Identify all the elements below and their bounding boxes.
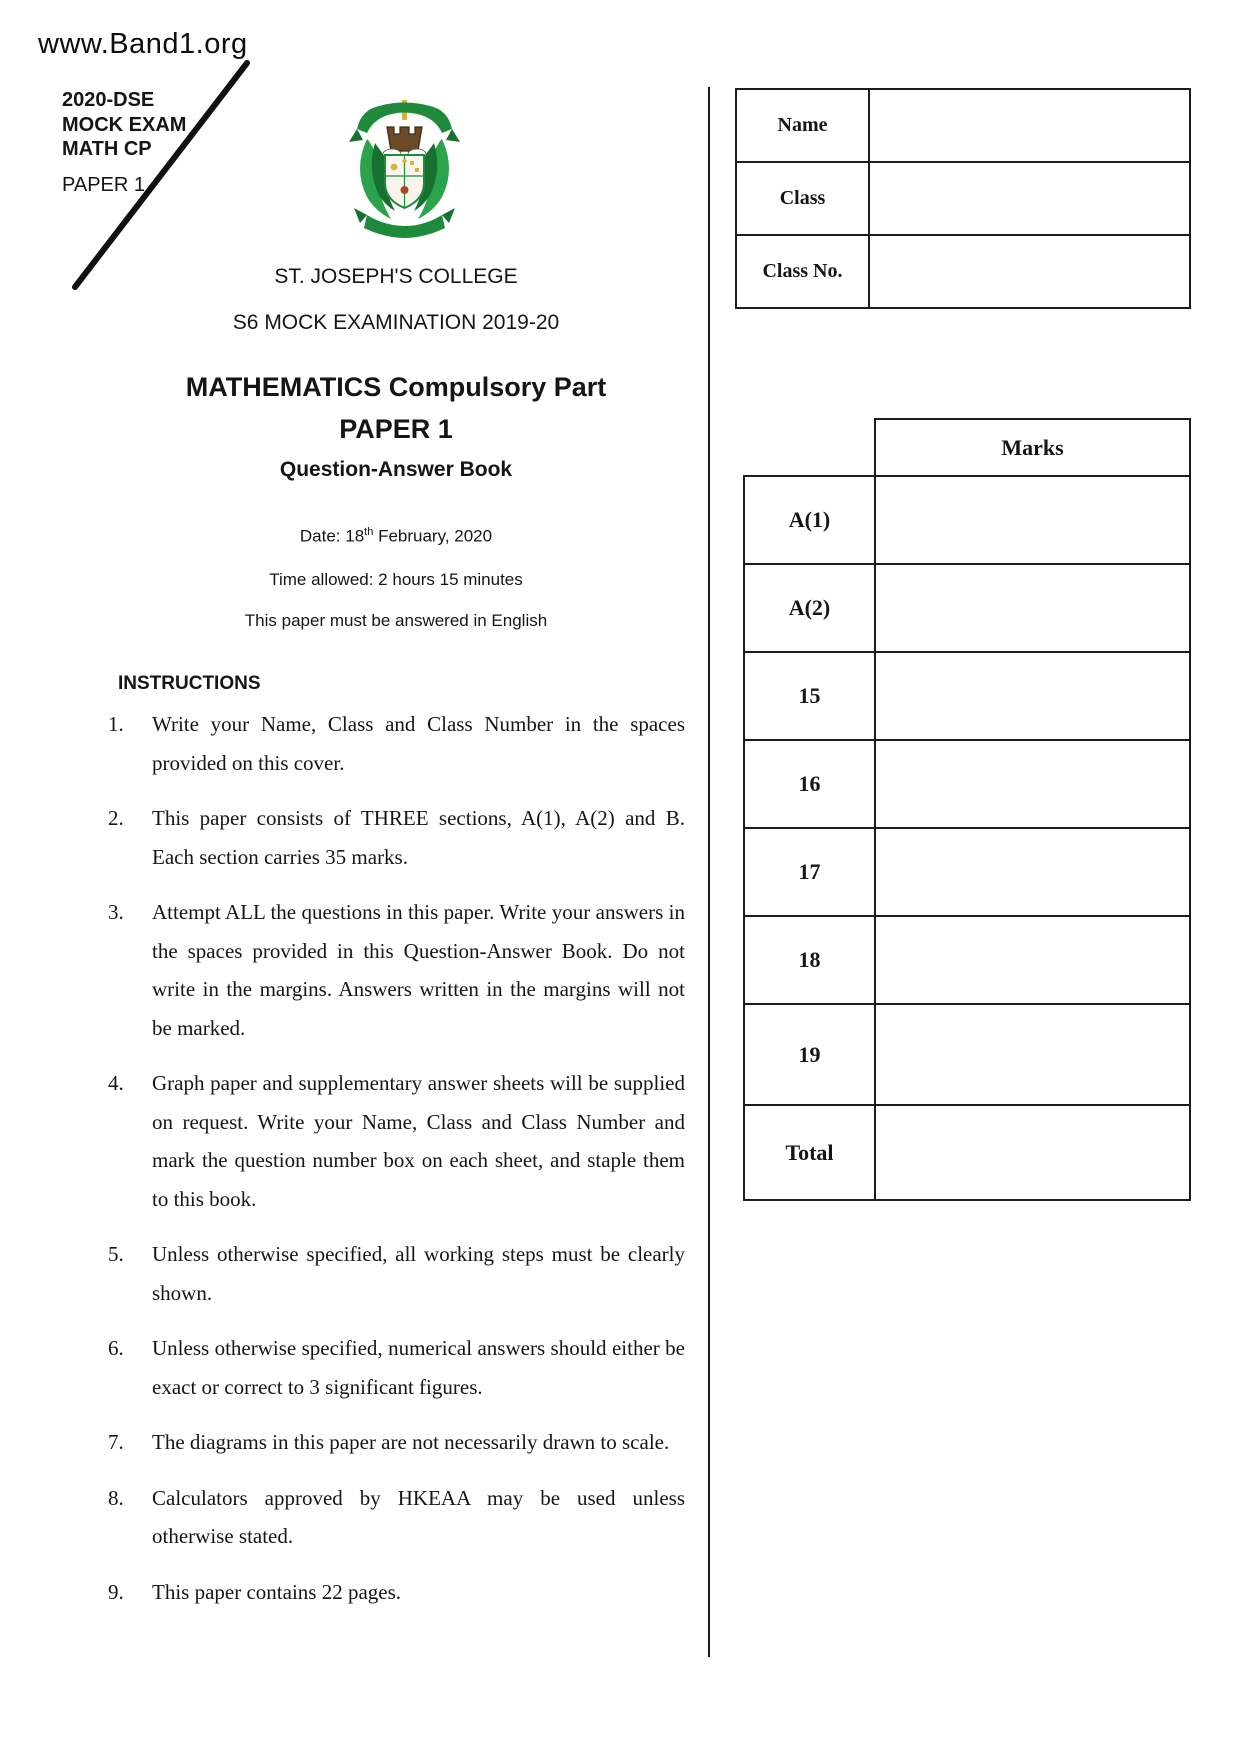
name-label: Name <box>736 89 869 162</box>
instruction-item <box>108 1064 685 1218</box>
class-no-label: Class No. <box>736 235 869 308</box>
exam-session: S6 MOCK EXAMINATION 2019-20 <box>232 311 560 334</box>
table-row <box>744 564 1190 652</box>
date-ordinal-suffix: th <box>364 526 374 538</box>
instruction-number: 7. <box>108 1430 124 1454</box>
instruction-number: 9. <box>108 1579 124 1604</box>
instruction-text: Calculators approved by HKEAA may be used unless otherwise stated. <box>152 1485 685 1548</box>
marks-value-cell <box>875 828 1190 916</box>
marks-table <box>743 418 1191 1201</box>
instruction-number: 5. <box>108 1242 124 1266</box>
marks-value-cell <box>875 1004 1190 1105</box>
instruction-item <box>108 1479 685 1556</box>
instruction-item <box>108 1235 685 1312</box>
table-row <box>744 916 1190 1004</box>
table-row <box>744 828 1190 916</box>
instruction-item <box>108 893 685 1047</box>
name-value-cell <box>869 89 1190 162</box>
marks-row-label-a2: A(2) <box>744 564 875 652</box>
diagonal-strike-line <box>60 55 260 295</box>
marks-spacer-cell <box>744 419 875 476</box>
book-title: Question-Answer Book <box>279 458 513 481</box>
instruction-number: 6. <box>108 1336 124 1360</box>
marks-row-label-total: Total <box>744 1105 875 1200</box>
instructions-title: INSTRUCTIONS <box>118 673 261 694</box>
instruction-text: Write your Name, Class and Class Number in the spaces provided on this cover. <box>152 712 685 775</box>
marks-row-label-16: 16 <box>744 740 875 828</box>
marks-row-label-17: 17 <box>744 828 875 916</box>
school-crest-icon <box>347 97 462 241</box>
marks-row-label-18: 18 <box>744 916 875 1004</box>
exam-code-line-3: MATH CP <box>62 138 152 160</box>
watermark-text: www.Band1.org <box>38 28 248 60</box>
table-row <box>744 1004 1190 1105</box>
marks-row-label-19: 19 <box>744 1004 875 1105</box>
instruction-number: 8. <box>108 1485 124 1510</box>
instruction-item <box>108 799 685 876</box>
instruction-text: Graph paper and supplementary answer sheets will be supplied on request. Write your Name, Class and Class Number and mark the question number box on each sheet, and staple them to this book. <box>152 1071 685 1211</box>
instruction-text: Attempt ALL the questions in this paper. Write your answers in the spaces provided in this Question-Answer Book. Do not write in the margins. Answers written in the margins will not be marked. <box>152 900 685 1040</box>
paper-title: PAPER 1 <box>339 414 453 444</box>
instruction-text: The diagrams in this paper are not necessarily drawn to scale. <box>152 1430 670 1454</box>
instruction-item <box>108 705 685 782</box>
student-info-table <box>735 88 1191 309</box>
exam-date <box>120 526 672 547</box>
marks-value-cell <box>875 916 1190 1004</box>
table-row <box>744 652 1190 740</box>
instruction-item <box>108 1329 685 1406</box>
subject-title: MATHEMATICS Compulsory Part <box>185 372 607 402</box>
language-note: This paper must be answered in English <box>244 611 548 630</box>
table-row <box>736 235 1190 308</box>
instruction-text: This paper consists of THREE sections, A(1), A(2) and B. Each section carries 35 marks. <box>152 806 685 869</box>
marks-value-cell <box>875 564 1190 652</box>
date-prefix: Date: 18 <box>299 526 365 546</box>
instruction-text: This paper contains 22 pages. <box>152 1579 402 1604</box>
time-allowed: Time allowed: 2 hours 15 minutes <box>269 570 523 589</box>
marks-row-label-a1: A(1) <box>744 476 875 564</box>
table-row <box>736 89 1190 162</box>
marks-value-cell <box>875 740 1190 828</box>
table-row <box>744 476 1190 564</box>
school-name: ST. JOSEPH'S COLLEGE <box>274 265 518 288</box>
table-row <box>736 162 1190 235</box>
marks-header: Marks <box>875 419 1190 476</box>
instruction-item <box>108 1573 685 1612</box>
table-row <box>744 1105 1190 1200</box>
table-row <box>744 740 1190 828</box>
instruction-number: 1. <box>108 712 124 736</box>
marks-value-cell <box>875 1105 1190 1200</box>
marks-row-label-15: 15 <box>744 652 875 740</box>
column-divider-line <box>708 87 710 1657</box>
marks-value-cell <box>875 652 1190 740</box>
instruction-item <box>108 1423 685 1462</box>
date-suffix: February, 2020 <box>373 526 493 546</box>
instruction-text: Unless otherwise specified, numerical answers should either be exact or correct to 3 significant figures. <box>152 1336 685 1399</box>
table-row <box>744 419 1190 476</box>
class-no-value-cell <box>869 235 1190 308</box>
instructions-list <box>108 705 685 1628</box>
class-value-cell <box>869 162 1190 235</box>
exam-code-line-2: MOCK EXAM <box>62 113 187 136</box>
corner-paper-label: PAPER 1 <box>62 174 145 196</box>
instruction-number: 3. <box>108 900 124 924</box>
instruction-number: 4. <box>108 1071 124 1095</box>
class-label: Class <box>736 162 869 235</box>
exam-code-line-1: 2020-DSE <box>62 89 155 111</box>
instruction-text: Unless otherwise specified, all working steps must be clearly shown. <box>152 1242 685 1305</box>
marks-value-cell <box>875 476 1190 564</box>
instruction-number: 2. <box>108 806 124 830</box>
